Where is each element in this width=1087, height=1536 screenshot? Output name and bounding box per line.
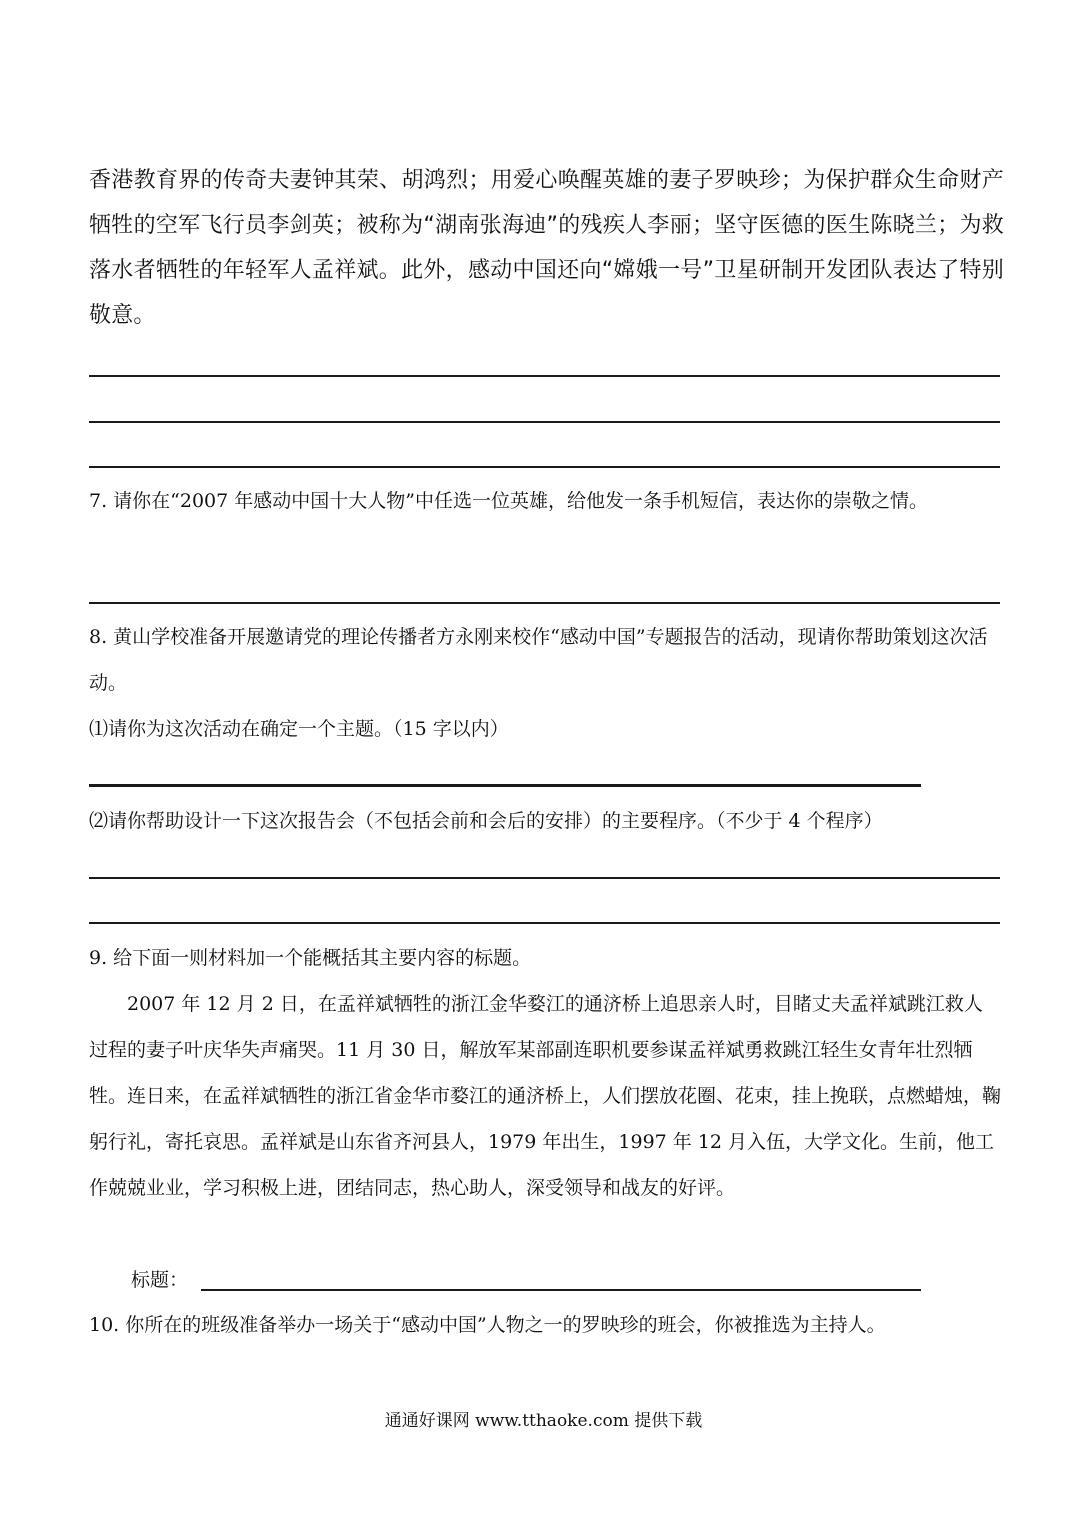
answer-line [89, 877, 1000, 879]
intro-paragraph: 香港教育界的传奇夫妻钟其荣、胡鸿烈；用爱心唤醒英雄的妻子罗映珍；为保护群众生命财产牺牲的空军飞行员李剑英；被称为“湖南张海迪”的残疾人李丽；坚守医德的医生陈晓兰；为救落水者牺牲的年轻军人孟祥斌。此外，感动中国还向“嫦娥一号”卫星研制开发团队表达了特别敬意。 [89, 168, 1004, 328]
answer-line [89, 466, 1000, 468]
answer-line [89, 784, 921, 787]
title-answer-line [201, 1289, 921, 1291]
answer-line [89, 602, 1000, 604]
question-10-text: 10. 你所在的班级准备举办一场关于“感动中国”人物之一的罗映珍的班会，你被推选为主持人。 [89, 1314, 886, 1336]
question-9-material: 2007 年 12 月 2 日，在孟祥斌牺牲的浙江金华婺江的通济桥上追思亲人时，目睹丈夫孟祥斌跳江救人过程的妻子叶庆华失声痛哭。11 月 30 日，解放军某部副连职机要参谋孟祥斌勇救跳江轻生女青年壮烈牺牲。连日来，在孟祥斌牺牲的浙江省金华市婺江的通济桥上，人们摆放花圈、花束，挂上挽联，点燃蜡烛，鞠躬行礼，寄托哀思。孟祥斌是山东省齐河县人，1979 年出生，1997 年 12 月入伍，大学文化。生前，他工作兢兢业业，学习积极上进，团结同志，热心助人，深受领导和战友的好评。 [89, 993, 1002, 1199]
answer-line [89, 922, 1000, 924]
question-8 [89, 614, 1001, 752]
question-8-stem: 8. 黄山学校准备开展邀请党的理论传播者方永刚来校作“感动中国”专题报告的活动，现请你帮助策划这次活动。 [89, 626, 988, 694]
answer-line [89, 421, 1000, 423]
title-label: 标题： [131, 1269, 189, 1291]
question-7-text: 7. 请你在“2007 年感动中国十大人物”中任选一位英雄，给他发一条手机短信，表达你的崇敬之情。 [89, 490, 928, 512]
question-7 [89, 478, 1001, 524]
question-9 [89, 935, 1001, 1211]
answer-line [89, 375, 1000, 377]
page-footer: 通通好课网 www.tthaoke.com 提供下载 [384, 1411, 703, 1431]
question-8-part-2-text: ⑵请你帮助设计一下这次报告会（不包括会前和会后的安排）的主要程序。（不少于 4 个程序） [89, 810, 883, 832]
question-9-stem: 9. 给下面一则材料加一个能概括其主要内容的标题。 [89, 947, 532, 969]
question-8-part-1: ⑴请你为这次活动在确定一个主题。（15 字以内） [89, 718, 509, 740]
question-8-part-2 [89, 798, 1001, 844]
question-10 [89, 1302, 1001, 1348]
